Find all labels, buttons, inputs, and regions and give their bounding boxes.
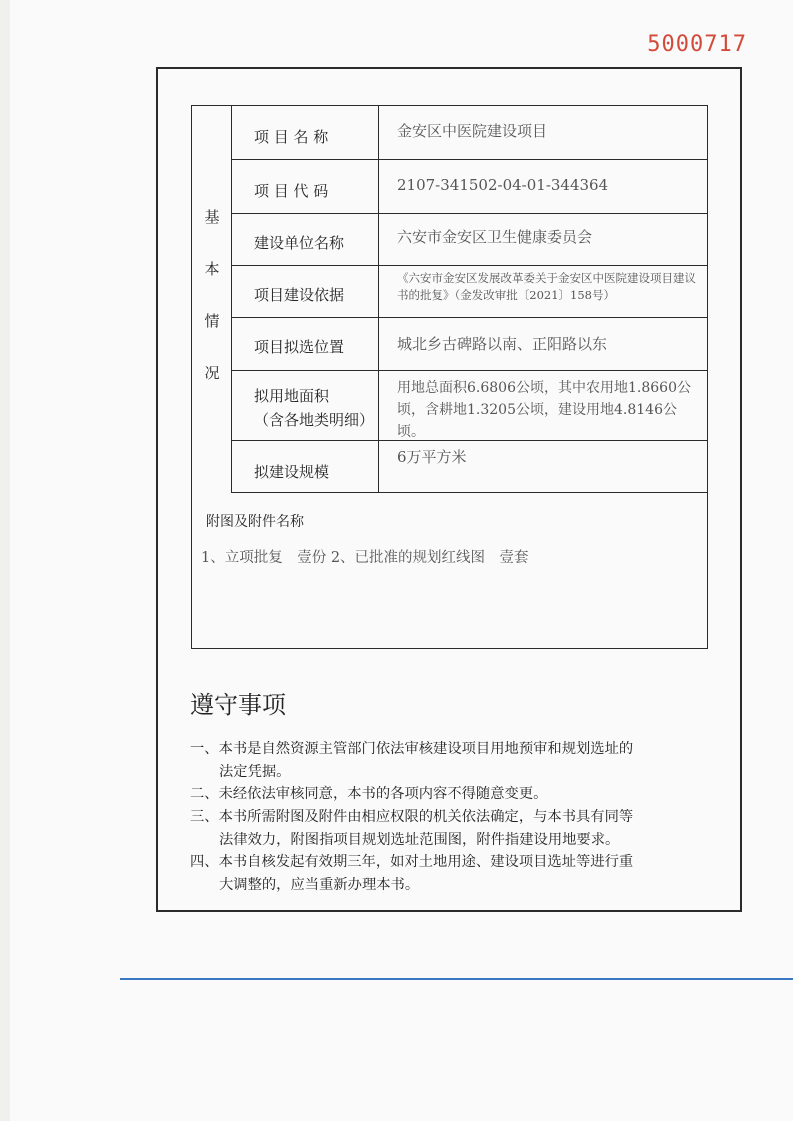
row-value: 六安市金安区卫生健康委员会	[397, 228, 593, 246]
rule-line: 二、未经依法审核同意，本书的各项内容不得随意变更。	[190, 786, 548, 802]
attachments-title: 附图及附件名称	[206, 514, 304, 530]
info-row-project-name	[232, 106, 707, 160]
row-label: 拟用地面积	[254, 387, 330, 405]
rule-line: 一、本书是自然资源主管部门依法审核建设项目用地预审和规划选址的	[190, 741, 634, 757]
row-value: 用地总面积6.6806公顷，其中农用地1.8660公顷，含耕地1.3205公顷，建设用地4.8146公顷。	[397, 380, 691, 440]
info-row-scale	[232, 441, 707, 493]
rule-line: 大调整的，应当重新办理本书。	[219, 877, 420, 893]
rule-line: 四、本书自核发起有效期三年，如对土地用途、建设项目选址等进行重	[190, 854, 634, 870]
info-row-basis	[232, 266, 707, 318]
row-label: 项 目 名 称	[254, 128, 329, 146]
side-char: 况	[204, 364, 220, 382]
row-label: 拟建设规模	[254, 463, 330, 481]
row-label: 项 目 代 码	[254, 182, 329, 200]
info-row-location	[232, 318, 707, 371]
row-value: 6万平方米	[397, 448, 467, 466]
scan-edge	[0, 0, 10, 1121]
row-label: 项目拟选位置	[254, 338, 345, 356]
row-value: 2107-341502-04-01-344364	[397, 176, 609, 194]
rule-line: 法定凭据。	[219, 764, 291, 780]
side-char: 本	[204, 260, 220, 278]
side-char: 基	[204, 208, 220, 226]
row-value: 《六安市金安区发展改革委关于金安区中医院建设项目建议书的批复》（金发改审批〔2021〕158号）	[397, 271, 696, 302]
attachments-content: 1、立项批复 壹份 2、已批准的规划红线图 壹套	[201, 550, 529, 566]
row-label: 项目建设依据	[254, 286, 345, 304]
row-value: 城北乡古碑路以南、正阳路以东	[397, 335, 608, 353]
basic-info-table	[191, 105, 708, 649]
info-row-unit-name	[232, 214, 707, 266]
page-bottom-rule	[120, 978, 793, 980]
side-char: 情	[204, 312, 220, 330]
row-label: 建设单位名称	[254, 234, 345, 252]
rules-title: 遵守事项	[190, 691, 286, 719]
serial-number: 5000717	[647, 32, 747, 57]
basic-info-side-label	[192, 106, 232, 493]
info-row-land-area	[232, 371, 707, 441]
row-value: 金安区中医院建设项目	[397, 122, 548, 140]
rule-line: 法律效力，附图指项目规划选址范围图，附件指建设用地要求。	[219, 832, 620, 848]
row-label-detail: （含各地类明细）	[254, 411, 375, 429]
rule-line: 三、本书所需附图及附件由相应权限的机关依法确定，与本书具有同等	[190, 809, 634, 825]
info-row-project-code	[232, 160, 707, 214]
